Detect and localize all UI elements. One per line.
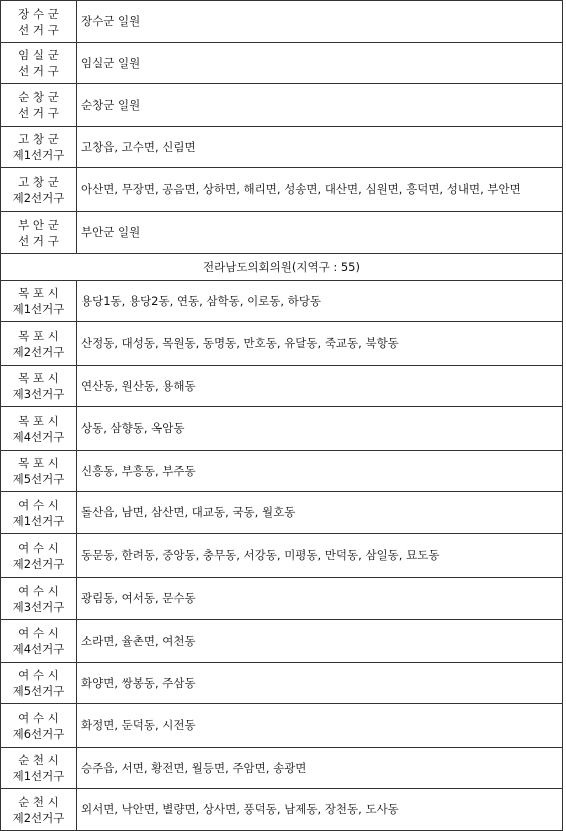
district-name: 고 창 군 [18,174,59,189]
table-row [1,84,563,127]
district-name: 목 포 시 [18,328,59,343]
table-row [1,1,563,43]
area-cell: 아산면, 무장면, 공음면, 상하면, 해리면, 성송면, 대산면, 심원면, 흥덕면, 성내면, 부안면 [77,168,563,212]
district-name: 순 천 시 [18,753,59,767]
district-name: 장 수 군 [18,6,59,21]
area-cell: 상동, 삼향동, 옥암동 [77,407,563,451]
district-sub: 제1선거구 [12,769,65,783]
district-sub: 제1선거구 [12,148,65,162]
table-row [1,578,563,620]
district-sub: 제2선거구 [12,344,65,359]
district-sub: 선 거 구 [18,22,59,37]
district-sub: 제1선거구 [12,302,65,316]
district-name: 목 포 시 [18,371,59,385]
district-sub: 선 거 구 [18,64,59,78]
area-cell: 장수군 일원 [77,1,563,43]
district-cell [1,492,77,534]
district-sub: 선 거 구 [18,233,59,248]
district-cell [1,366,77,407]
district-cell [1,43,77,84]
district-sub: 제6선거구 [12,726,65,741]
area-cell: 광림동, 여서동, 문수동 [77,578,563,620]
district-name: 순 천 시 [18,794,59,809]
area-cell: 돌산읍, 남면, 삼산면, 대교동, 국동, 월호동 [77,492,563,534]
district-name: 목 포 시 [18,286,59,300]
district-cell [1,748,77,789]
district-name: 여 수 시 [18,583,59,598]
area-cell: 부안군 일원 [77,212,563,254]
district-name: 고 창 군 [18,132,59,146]
area-cell: 동문동, 한려동, 중앙동, 충무동, 서강동, 미평동, 만덕동, 삼일동, 묘도동 [77,534,563,578]
table-row [1,322,563,366]
area-cell: 순창군 일원 [77,84,563,127]
area-cell: 외서면, 낙안면, 별량면, 상사면, 풍덕동, 남제동, 장천동, 도사동 [77,789,563,831]
district-name: 목 포 시 [18,456,59,470]
district-cell [1,407,77,451]
district-cell [1,578,77,620]
table-row [1,451,563,492]
area-cell: 산정동, 대성동, 목원동, 동명동, 만호동, 유달동, 죽교동, 북항동 [77,322,563,366]
table-row [1,789,563,831]
district-cell [1,704,77,748]
district-cell [1,322,77,366]
table-row [1,704,563,748]
section-header-row [1,254,563,281]
table-row [1,366,563,407]
district-cell [1,534,77,578]
area-cell: 승주읍, 서면, 황전면, 월등면, 주암면, 송광면 [77,748,563,789]
district-sub: 제4선거구 [12,642,65,656]
area-cell: 소라면, 율촌면, 여천동 [77,620,563,663]
district-cell [1,281,77,322]
table-row [1,492,563,534]
district-sub: 선 거 구 [18,106,59,120]
table-row [1,212,563,254]
area-cell: 고창읍, 고수면, 신림면 [77,127,563,168]
table-row [1,407,563,451]
table-row [1,43,563,84]
district-cell [1,127,77,168]
district-cell [1,451,77,492]
district-cell [1,789,77,831]
area-cell: 화정면, 둔덕동, 시전동 [77,704,563,748]
district-cell [1,168,77,212]
district-name: 순 창 군 [18,90,59,104]
area-cell: 임실군 일원 [77,43,563,84]
district-cell [1,620,77,663]
district-sub: 제3선거구 [12,387,65,401]
district-sub: 제2선거구 [12,190,65,205]
area-cell: 신흥동, 부흥동, 부주동 [77,451,563,492]
district-sub: 제5선거구 [12,684,65,698]
district-cell [1,212,77,254]
district-name: 부 안 군 [18,217,59,232]
table-row [1,663,563,704]
district-sub: 제5선거구 [12,472,65,486]
district-cell [1,663,77,704]
area-cell: 연산동, 원산동, 용해동 [77,366,563,407]
district-name: 여 수 시 [18,710,59,725]
table-row [1,168,563,212]
section-header: 전라남도의회의원(지역구 : 55) [1,254,563,281]
table-row [1,748,563,789]
table-row [1,281,563,322]
district-name: 여 수 시 [18,497,59,512]
table-row [1,534,563,578]
district-name: 여 수 시 [18,668,59,682]
district-sub: 제4선거구 [12,429,65,444]
district-name: 임 실 군 [18,48,59,62]
district-name: 여 수 시 [18,540,59,555]
district-name: 목 포 시 [18,413,59,428]
district-sub: 제2선거구 [12,810,65,825]
district-sub: 제1선거구 [12,513,65,528]
district-sub: 제3선거구 [12,599,65,614]
district-sub: 제2선거구 [12,556,65,571]
district-name: 여 수 시 [18,626,59,640]
district-cell [1,84,77,127]
area-cell: 용당1동, 용당2동, 연동, 삼학동, 이로동, 하당동 [77,281,563,322]
area-cell: 화양면, 쌍봉동, 주삼동 [77,663,563,704]
table-row [1,127,563,168]
table-row [1,620,563,663]
district-cell [1,1,77,43]
